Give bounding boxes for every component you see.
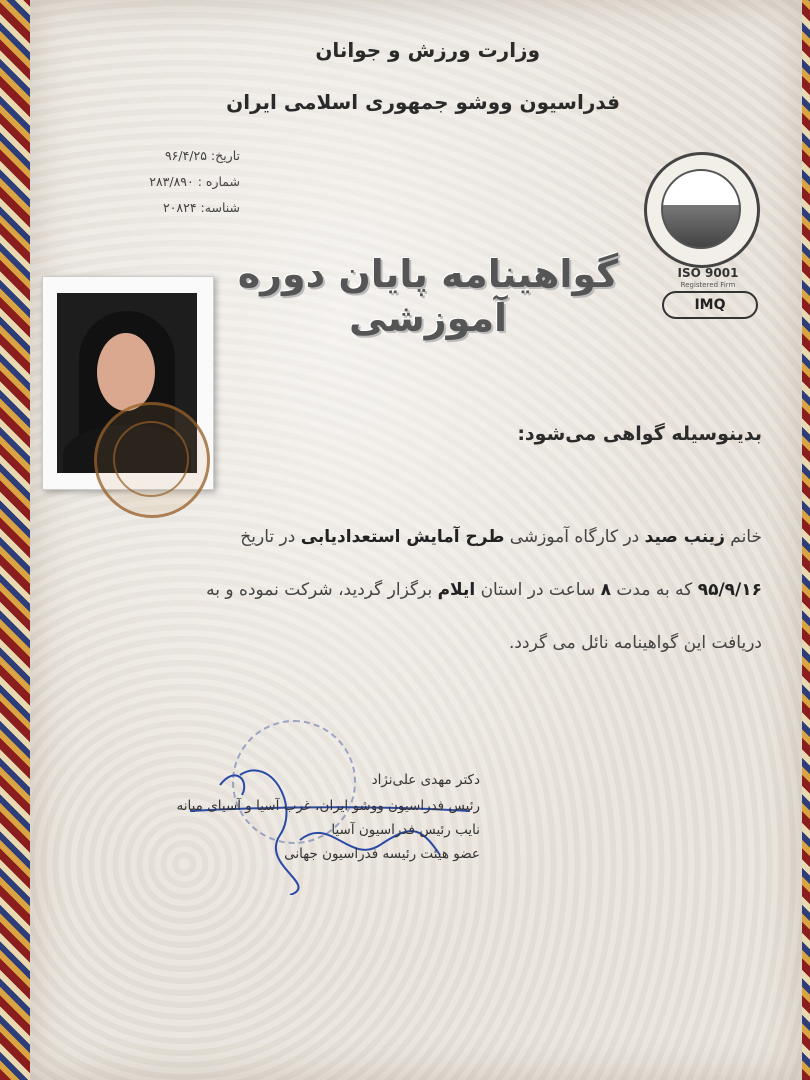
text-segment: که به مدت [610, 580, 698, 600]
text-segment: برگزار گردید، شرکت نموده و به [206, 580, 438, 600]
signer-role-3: عضو هیئت رئیسه فدراسیون جهانی [284, 846, 480, 862]
text-segment: در کارگاه آموزشی [504, 527, 645, 547]
body-line-1 [66, 527, 762, 547]
photo-seal-stamp [94, 402, 210, 518]
text-segment: ساعت در استان [475, 580, 601, 600]
date-field: تاریخ: ۹۶/۴/۲۵ [164, 148, 240, 163]
federation-heading: فدراسیون ووشو جمهوری اسلامی ایران [226, 90, 620, 114]
imq-badge: IMQ [662, 291, 758, 319]
signer-role-2: نایب رئیس فدراسیون آسیا [331, 822, 480, 838]
hereby-statement: بدینوسیله گواهی می‌شود: [517, 423, 762, 445]
text-segment: در تاریخ [240, 527, 301, 547]
signer-name: دکتر مهدی علی‌نژاد [371, 772, 480, 788]
registered-firm-label: Registered Firm [680, 281, 736, 289]
handwritten-signature [180, 745, 500, 895]
course-date: ۹۵/۹/۱۶ [697, 580, 762, 600]
body-line-3: دریافت این گواهینامه نائل می گردد. [509, 633, 762, 653]
iso-label: ISO 9001 [677, 266, 739, 280]
signer-role-1: رئیس فدراسیون ووشو ایران، غرب آسیا و آسیای میانه [176, 798, 480, 814]
text-segment: خانم [724, 527, 762, 547]
certificate-title: گواهینامه پایان دوره آموزشی [237, 252, 619, 340]
decorative-border-left [0, 0, 30, 1080]
body-line-2 [66, 580, 762, 600]
recipient-name: زینب صید [644, 527, 725, 547]
number-field: شماره : ۲۸۳/۸۹۰ [149, 174, 240, 189]
federation-logo [644, 152, 760, 268]
decorative-border-right [802, 0, 810, 1080]
mountain-emblem-icon [661, 169, 741, 249]
province-name: ایلام [437, 580, 476, 600]
id-field: شناسه: ۲۰۸۲۴ [163, 200, 240, 215]
course-name: طرح آمایش استعدادیابی [300, 527, 505, 547]
ministry-heading: وزارت ورزش و جوانان [315, 38, 540, 62]
portrait-face [97, 333, 155, 411]
course-hours: ۸ [600, 580, 611, 600]
seal-ring-icon [113, 421, 189, 497]
